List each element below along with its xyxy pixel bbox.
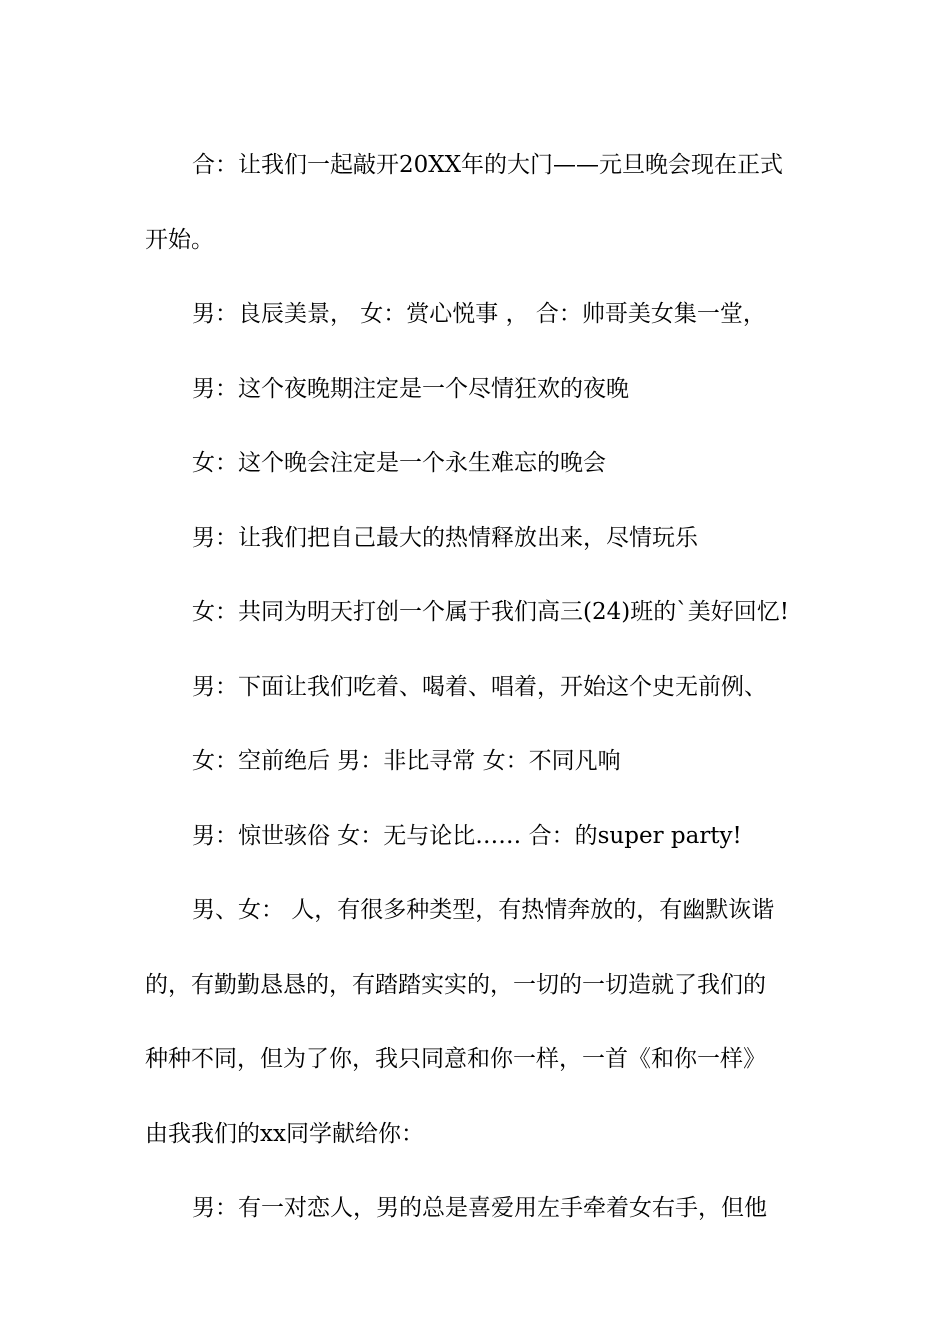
- text-line: 男：下面让我们吃着、喝着、唱着，开始这个史无前例、: [192, 673, 767, 700]
- text-line: 男：良辰美景， 女：赏心悦事 ， 合：帅哥美女集一堂，: [192, 301, 766, 327]
- text-line: 由我我们的xx同学献给你：: [145, 1120, 424, 1147]
- text-line: 男：惊世骇俗 女：无与论比…… 合：的super party!: [192, 822, 742, 849]
- text-line: 的，有勤勤恳恳的，有踏踏实实的，一切的一切造就了我们的: [145, 971, 766, 998]
- text-line: 男：让我们把自己最大的热情释放出来，尽情玩乐: [192, 524, 698, 551]
- text-line: 女：空前绝后 男：非比寻常 女：不同凡响: [192, 748, 621, 774]
- text-line: 合：让我们一起敲开20XX年的大门——元旦晚会现在正式: [192, 152, 784, 178]
- text-line: 女：这个晚会注定是一个永生难忘的晚会: [192, 450, 606, 476]
- text-line: 男：有一对恋人，男的总是喜爱用左手牵着女右手，但他: [192, 1195, 767, 1221]
- text-line: 男、女： 人，有很多种类型，有热情奔放的，有幽默诙谐: [192, 897, 775, 923]
- text-line: 种种不同，但为了你，我只同意和你一样，一首《和你一样》: [145, 1046, 766, 1072]
- text-line: 男：这个夜晚期注定是一个尽情狂欢的夜晚: [192, 375, 629, 402]
- text-line: 开始。: [145, 226, 214, 253]
- document-body: [145, 128, 815, 1246]
- text-line: 女：共同为明天打创一个属于我们高三(24)班的`美好回忆!: [192, 599, 789, 625]
